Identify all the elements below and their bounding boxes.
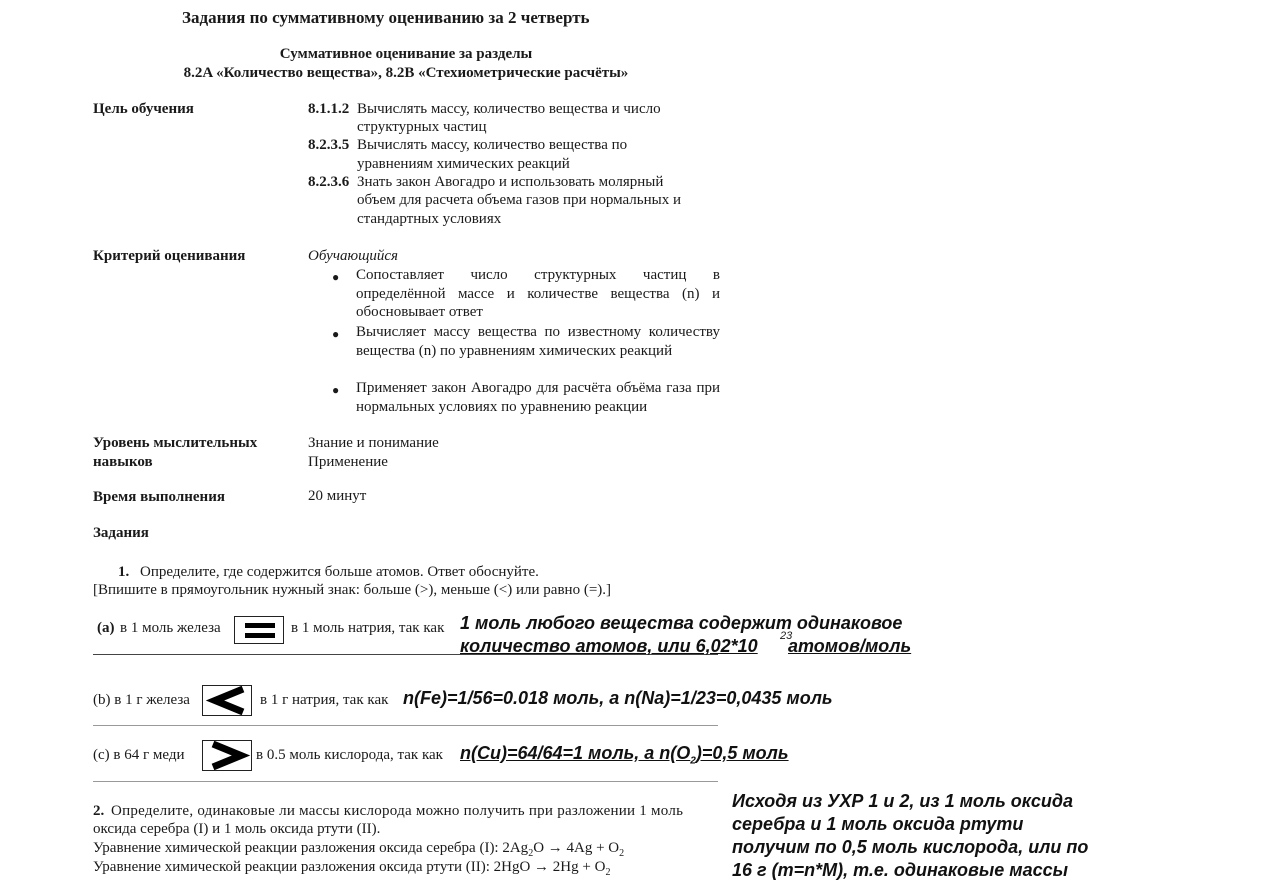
- task2-number: 2.: [93, 803, 105, 819]
- task1a-label: (a): [97, 620, 115, 636]
- skills-value: Знание и понимание: [308, 435, 439, 451]
- goal-code: 8.2.3.5: [308, 137, 350, 153]
- time-label: Время выполнения: [93, 489, 225, 505]
- task1a-answer-tail: атомов/моль: [788, 636, 912, 656]
- equals-sign: [245, 623, 275, 628]
- skills-label: навыков: [93, 454, 153, 470]
- bullet-icon: ●: [332, 383, 340, 397]
- answer-line: [93, 725, 718, 726]
- criteria-item: Применяет закон Авогадро для расчёта объёма газа при нормальных условиях по уравнению реакции: [356, 380, 720, 415]
- greater-than-sign: [203, 741, 251, 770]
- section-subtitle-topics: 8.2A «Количество вещества», 8.2B «Стехиометрические расчёты»: [183, 65, 629, 81]
- tasks-heading: Задания: [93, 525, 149, 541]
- subscript: 2: [605, 867, 611, 878]
- goal-text: уравнениям химических реакций: [357, 156, 570, 172]
- criteria-label: Критерий оценивания: [93, 248, 246, 264]
- task2-answer: 16 г (m=n*M), т.е. одинаковые массы: [732, 860, 1069, 880]
- bullet-icon: ●: [332, 327, 340, 341]
- bullet-icon: ●: [332, 270, 340, 284]
- goal-code: 8.1.1.2: [308, 101, 350, 117]
- task1b-answer: n(Fe)=1/56=0.018 моль, а n(Na)=1/23=0,0435 моль: [403, 688, 833, 708]
- task1-text: Определите, где содержится больше атомов. Ответ обоснуйте.: [140, 564, 539, 580]
- subscript: 2: [619, 848, 625, 859]
- task1a-left: в 1 моль железа: [120, 620, 221, 636]
- equation-text: Уравнение химической реакции разложения оксида серебра (I): 2Ag: [93, 840, 529, 856]
- sign-box-c[interactable]: [202, 740, 252, 771]
- task1c-answer: [460, 743, 789, 767]
- task1c-right: в 0.5 моль кислорода, так как: [256, 747, 443, 763]
- equals-sign-bar: [245, 633, 275, 638]
- page-title: Задания по суммативному оцениванию за 2 четверть: [182, 8, 590, 27]
- sign-box-a[interactable]: [234, 616, 284, 644]
- goal-text: структурных частиц: [357, 119, 487, 135]
- task2-text: оксида серебра (I) и 1 моль оксида ртути (II).: [93, 821, 381, 837]
- goal-text: стандартных условиях: [357, 211, 502, 227]
- task1b-right: в 1 г натрия, так как: [260, 692, 389, 708]
- goal-code: 8.2.3.6: [308, 174, 350, 190]
- time-value: 20 минут: [308, 488, 367, 504]
- task1-instruction: [Впишите в прямоугольник нужный знак: больше (>), меньше (<) или равно (=).]: [93, 582, 612, 598]
- section-subtitle: Суммативное оценивание за разделы: [279, 46, 533, 62]
- answer-text: )=0,5 моль: [695, 743, 789, 763]
- criteria-item: Вычисляет массу вещества по известному количеству вещества (n) по уравнениям химических реакций: [356, 324, 720, 359]
- task1c-left: (c) в 64 г меди: [93, 747, 185, 763]
- answer-text: n(Cu)=64/64=1 моль, а n(O: [460, 743, 691, 763]
- task1-number: 1.: [118, 564, 130, 580]
- goal-text: объем для расчета объема газов при нормальных и: [357, 192, 681, 208]
- skills-value: Применение: [308, 454, 388, 470]
- answer-text: количество атомов, или 6,02*10: [460, 636, 758, 656]
- subscript: 2: [690, 755, 696, 767]
- goal-text: Знать закон Авогадро и использовать молярный: [357, 174, 664, 190]
- task1b-left: (b) в 1 г железа: [93, 692, 190, 708]
- task2-answer: Исходя из УХР 1 и 2, из 1 моль оксида: [732, 791, 1074, 811]
- criteria-intro: Обучающийся: [308, 248, 399, 264]
- less-than-sign: [203, 686, 251, 715]
- task2-equation-2: [93, 859, 610, 878]
- task2-answer: серебра и 1 моль оксида ртути: [732, 814, 1024, 834]
- goal-text: Вычислять массу, количество вещества и число: [357, 101, 661, 117]
- task2-equation-1: [93, 840, 624, 859]
- subscript: 2: [528, 848, 534, 859]
- task2-text: Определите, одинаковые ли массы кислорода можно получить при разложении 1 моль: [111, 803, 684, 819]
- equation-text: O → 4Ag + O: [533, 840, 620, 856]
- criteria-item: Сопоставляет число структурных частиц в определённой массе и количестве вещества (n) и обосновывает ответ: [356, 267, 720, 321]
- task1a-right: в 1 моль натрия, так как: [291, 620, 445, 636]
- goal-text: Вычислять массу, количество вещества по: [357, 137, 628, 153]
- sign-box-b[interactable]: [202, 685, 252, 716]
- exponent: 23: [780, 630, 793, 642]
- task1a-answer-cont: [460, 636, 758, 657]
- equation-text: Уравнение химической реакции разложения оксида ртути (II): 2HgO → 2Hg + O: [93, 859, 606, 875]
- goals-label: Цель обучения: [93, 101, 194, 117]
- answer-line: [93, 781, 718, 782]
- task1a-answer: 1 моль любого вещества содержит одинаковое: [460, 613, 903, 633]
- skills-label: Уровень мыслительных: [93, 435, 258, 451]
- task2-answer: получим по 0,5 моль кислорода, или по: [732, 837, 1089, 857]
